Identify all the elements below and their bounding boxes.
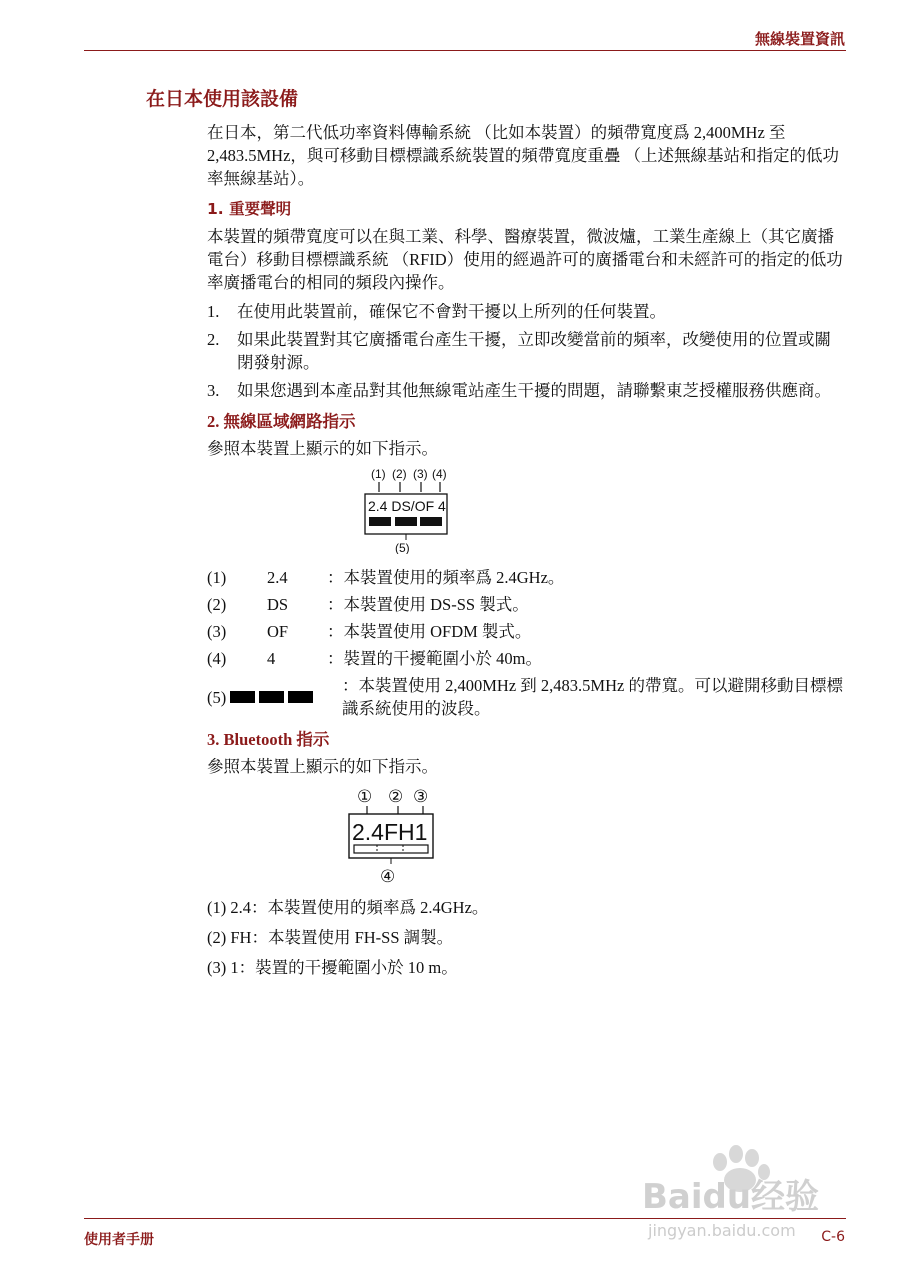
spec-description: ：本裝置使用 2,400MHz 到 2,483.5MHz 的帶寬。可以避開移動目標標識系統使用的波段。 [342, 676, 843, 718]
baidu-paw-icon [640, 1140, 850, 1245]
section-title: 在日本使用該設備 [146, 88, 299, 110]
list-item [207, 379, 847, 402]
spec-code: 4 [267, 649, 276, 668]
spec-code: 2.4 [267, 568, 288, 587]
list-item-number: 3. [207, 381, 220, 400]
band-bar [354, 845, 428, 853]
callout-4: (4) [432, 467, 447, 481]
callout-2: (2) [392, 467, 407, 481]
band-block [369, 517, 391, 526]
page-number: C-6 [821, 1229, 845, 1245]
header-rule [84, 50, 846, 51]
wlan-spec-row-5 [207, 674, 847, 720]
callout-1: ① [357, 787, 373, 807]
main-content [207, 121, 847, 986]
callout-arrows [379, 482, 440, 492]
callout-arrows [367, 806, 423, 814]
subsection-2-title: 2. 無線區域網路指示 [207, 412, 356, 431]
spec-description: ：本裝置使用的頻率爲 2.4GHz。 [327, 568, 565, 587]
wlan-spec-row [207, 647, 847, 670]
band-block [395, 517, 417, 526]
spec-description: ：裝置的干擾範圍小於 40m。 [327, 649, 542, 668]
bluetooth-reference-text: 參照本裝置上顯示的如下指示。 [207, 757, 438, 776]
watermark-url: jingyan.baidu.com [648, 1221, 796, 1240]
notice-paragraph: 本裝置的頻帶寬度可以在與工業、科學、醫療裝置，微波爐，工業生產線上（其它廣播電台）移動目標標識系統 （RFID）使用的經過許可的廣播電台和未經許可的指定的低功率廣播電台的相同的頻段內操作。 [207, 227, 843, 292]
callout-1: (1) [371, 467, 386, 481]
list-item-text: 如果此裝置對其它廣播電台產生干擾，立即改變當前的頻率，改變使用的位置或關閉發射源。 [237, 330, 831, 372]
wlan-spec-row [207, 620, 847, 643]
wlan-reference-text: 參照本裝置上顯示的如下指示。 [207, 439, 438, 458]
bluetooth-label-figure [207, 784, 847, 890]
list-item [207, 328, 847, 374]
spec-number: (2) [207, 595, 227, 614]
wlan-spec-row [207, 566, 847, 589]
list-item-number: 2. [207, 330, 220, 349]
wlan-label-figure [207, 466, 847, 560]
subsection-1-title: 1. 重要聲明 [207, 200, 292, 218]
spec-description: ：本裝置使用 DS-SS 製式。 [327, 595, 529, 614]
band-block [259, 691, 284, 703]
list-item-text: 在使用此裝置前，確保它不會對干擾以上所列的任何裝置。 [237, 302, 666, 321]
running-header: 無線裝置資訊 [754, 30, 845, 48]
callout-4: ④ [380, 867, 396, 884]
label-text: 2.4FH1 [352, 819, 428, 845]
list-item-number: 1. [207, 302, 220, 321]
bluetooth-label-diagram [207, 784, 847, 884]
spec-number: (3) [207, 622, 227, 641]
intro-paragraph: 在日本，第二代低功率資料傳輸系統 （比如本裝置）的頻帶寬度爲 2,400MHz 至 2,483.5MHz，與可移動目標標識系統裝置的頻帶寬度重疊 （上述無線基站和指定的低功率無線基站）。 [207, 123, 840, 188]
bluetooth-spec-row: (2) FH：本裝置使用 FH-SS 調製。 [207, 928, 454, 947]
bluetooth-spec-row: (3) 1：裝置的干擾範圍小於 10 m。 [207, 958, 458, 977]
watermark-logo: Baidu经验 [642, 1177, 820, 1217]
footer-rule [84, 1218, 846, 1219]
wlan-label-diagram [207, 466, 847, 554]
spec-number: (1) [207, 568, 227, 587]
spec-description: ：本裝置使用 OFDM 製式。 [327, 622, 532, 641]
spec-code: DS [267, 595, 289, 614]
spec-number: (4) [207, 649, 227, 668]
callout-2: ② [388, 787, 404, 807]
band-block [288, 691, 313, 703]
band-block [420, 517, 442, 526]
bluetooth-spec-row: (1) 2.4：本裝置使用的頻率爲 2.4GHz。 [207, 898, 489, 917]
list-item [207, 300, 847, 323]
baidu-watermark [640, 1140, 850, 1245]
subsection-3-title: 3. Bluetooth 指示 [207, 730, 330, 749]
spec-code: OF [267, 622, 289, 641]
callout-5: (5) [395, 541, 410, 554]
spec-number: (5) [207, 687, 227, 707]
list-item-text: 如果您遇到本產品對其他無線電站產生干擾的問題，請聯繫東芝授權服務供應商。 [237, 381, 831, 400]
callout-3: (3) [413, 467, 428, 481]
band-block [230, 691, 255, 703]
label-text: 2.4 DS/OF 4 [368, 498, 446, 514]
footer-title: 使用者手册 [84, 1232, 154, 1248]
wlan-spec-row [207, 593, 847, 616]
callout-3: ③ [413, 787, 429, 807]
